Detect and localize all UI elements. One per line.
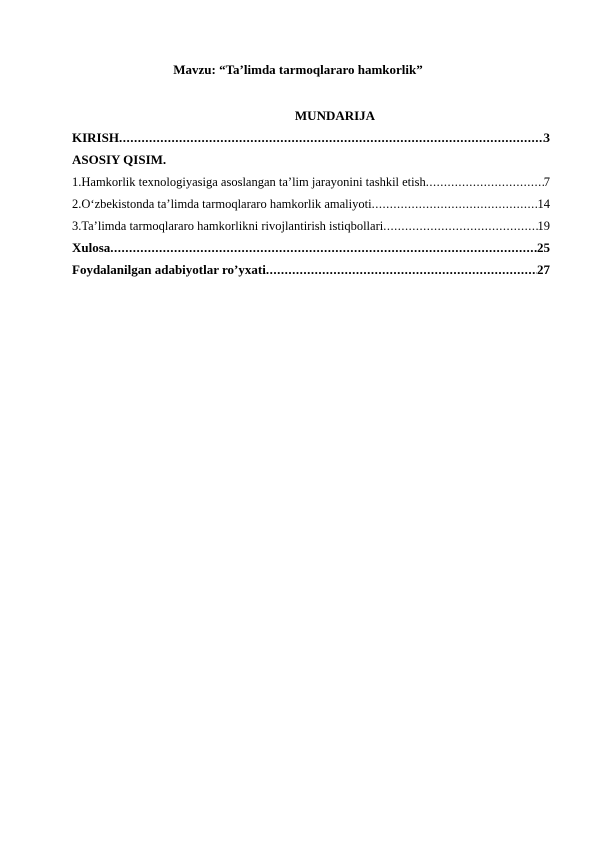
toc-leader-dots [426, 174, 544, 190]
table-of-contents [72, 130, 550, 284]
toc-entry-chapter-3 [72, 218, 550, 240]
toc-entry-page: 25 [537, 240, 550, 255]
toc-leader-dots [266, 262, 537, 278]
toc-heading: MUNDARIJA [294, 108, 376, 123]
toc-entry-page: 3 [543, 130, 550, 145]
toc-entry-title: 2.O‘zbekistonda ta’limda tarmoqlararo hamkorlik amaliyoti [72, 197, 372, 211]
toc-leader-dots [119, 130, 544, 146]
toc-entry-xulosa [72, 240, 550, 262]
toc-entry-title: ASOSIY QISIM. [72, 152, 167, 167]
toc-entry-title: Xulosa [72, 240, 111, 255]
toc-leader-dots [110, 240, 537, 256]
toc-section-asosiy-qisim [72, 152, 550, 174]
toc-entry-kirish [72, 130, 550, 152]
toc-entry-title: Foydalanilgan adabiyotlar ro’yxati [72, 262, 266, 277]
toc-entry-page: 19 [537, 219, 550, 233]
document-topic: Mavzu: “Ta’limda tarmoqlararo hamkorlik” [173, 62, 423, 77]
toc-entry-title: KIRISH [72, 130, 119, 145]
toc-entry-page: 27 [537, 262, 550, 277]
toc-entry-title: 1.Hamkorlik texnologiyasiga asoslangan ta’lim jarayonini tashkil etish [72, 175, 426, 189]
toc-entry-page: 7 [543, 175, 550, 189]
toc-leader-dots [372, 196, 538, 212]
toc-entry-title: 3.Ta’limda tarmoqlararo hamkorlikni rivojlantirish istiqbollari [72, 219, 384, 233]
toc-entry-chapter-2 [72, 196, 550, 218]
toc-entry-chapter-1 [72, 174, 550, 196]
toc-entry-adabiyotlar [72, 262, 550, 284]
toc-leader-dots [383, 218, 537, 234]
toc-entry-page: 14 [537, 197, 550, 211]
